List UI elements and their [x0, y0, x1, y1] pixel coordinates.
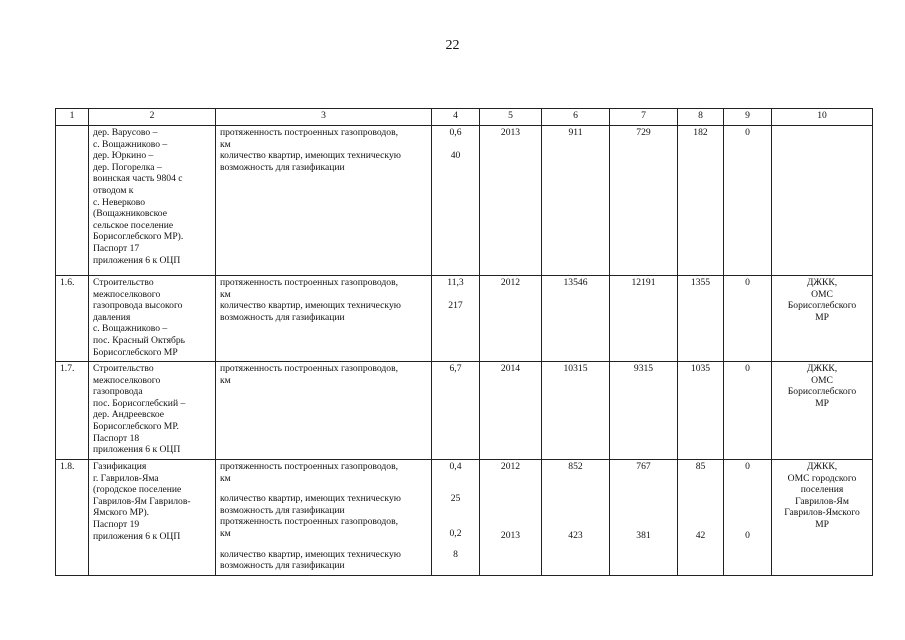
table-row — [56, 362, 873, 460]
header-cell: 2 — [89, 109, 216, 126]
year: 2012 — [480, 276, 542, 362]
year: 2013 — [480, 126, 542, 276]
col-7-value: 12191 — [610, 276, 678, 362]
col-9-value: 0 — [724, 126, 772, 276]
col-7-value: 767 381 — [610, 460, 678, 576]
indicator-values: 11,3 217 — [432, 276, 480, 362]
header-cell: 3 — [216, 109, 432, 126]
col-6-value: 13546 — [542, 276, 610, 362]
indicators: протяженность построенных газопроводов, км количество квартир, имеющих техническую возможность для газификации протяженность построенных газопроводов, км количество квартир, имеющих техническую возможность для газификации — [216, 460, 432, 576]
indicators: протяженность построенных газопроводов, км количество квартир, имеющих техническую возможность для газификации — [216, 276, 432, 362]
year: 2012 2013 — [480, 460, 542, 576]
col-6-value: 852 423 — [542, 460, 610, 576]
indicator-values: 0,6 40 — [432, 126, 480, 276]
col-9-value: 0 — [724, 276, 772, 362]
col-7-value: 9315 — [610, 362, 678, 460]
column-number-header-row — [56, 109, 873, 126]
indicators: протяженность построенных газопроводов, км — [216, 362, 432, 460]
table-row — [56, 276, 873, 362]
executor: ДЖКК, ОМС Борисоглебского МР — [772, 362, 873, 460]
header-cell: 6 — [542, 109, 610, 126]
indicator-values: 6,7 — [432, 362, 480, 460]
col-9-value: 0 0 — [724, 460, 772, 576]
program-table — [55, 108, 873, 576]
table-row — [56, 460, 873, 576]
year: 2014 — [480, 362, 542, 460]
col-6-value: 10315 — [542, 362, 610, 460]
col-8-value: 1035 — [678, 362, 724, 460]
executor — [772, 126, 873, 276]
page-number: 22 — [445, 38, 460, 53]
executor: ДЖКК, ОМС Борисоглебского МР — [772, 276, 873, 362]
header-cell: 10 — [772, 109, 873, 126]
col-7-value: 729 — [610, 126, 678, 276]
col-8-value: 85 42 — [678, 460, 724, 576]
executor: ДЖКК, ОМС городского поселения Гаврилов-Ям Гаврилов-Ямского МР — [772, 460, 873, 576]
header-cell: 1 — [56, 109, 89, 126]
header-cell: 8 — [678, 109, 724, 126]
header-cell: 5 — [480, 109, 542, 126]
header-cell: 7 — [610, 109, 678, 126]
table-row — [56, 126, 873, 276]
indicator-values: 0,4 25 0,2 8 — [432, 460, 480, 576]
header-cell: 4 — [432, 109, 480, 126]
row-number — [56, 126, 89, 276]
indicators: протяженность построенных газопроводов, км количество квартир, имеющих техническую возможность для газификации — [216, 126, 432, 276]
col-8-value: 1355 — [678, 276, 724, 362]
object-name: Газификация г. Гаврилов-Яма (городское поселение Гаврилов-Ям Гаврилов- Ямского МР). Паспорт 19 приложения 6 к ОЦП — [89, 460, 216, 576]
col-8-value: 182 — [678, 126, 724, 276]
row-number: 1.6. — [56, 276, 89, 362]
row-number: 1.7. — [56, 362, 89, 460]
header-cell: 9 — [724, 109, 772, 126]
object-name: Строительство межпоселкового газопровода пос. Борисоглебский – дер. Андреевское Борисоглебского МР. Паспорт 18 приложения 6 к ОЦП — [89, 362, 216, 460]
object-name: дер. Варусово – с. Вощажниково – дер. Юркино – дер. Погорелка – воинская часть 9804 с отводом к с. Неверково (Вощажниковское сельское поселение Борисоглебского МР). Паспорт 17 приложения 6 к ОЦП — [89, 126, 216, 276]
col-9-value: 0 — [724, 362, 772, 460]
object-name: Строительство межпоселкового газопровода высокого давления с. Вощажниково – пос. Красный Октябрь Борисоглебского МР — [89, 276, 216, 362]
row-number: 1.8. — [56, 460, 89, 576]
col-6-value: 911 — [542, 126, 610, 276]
